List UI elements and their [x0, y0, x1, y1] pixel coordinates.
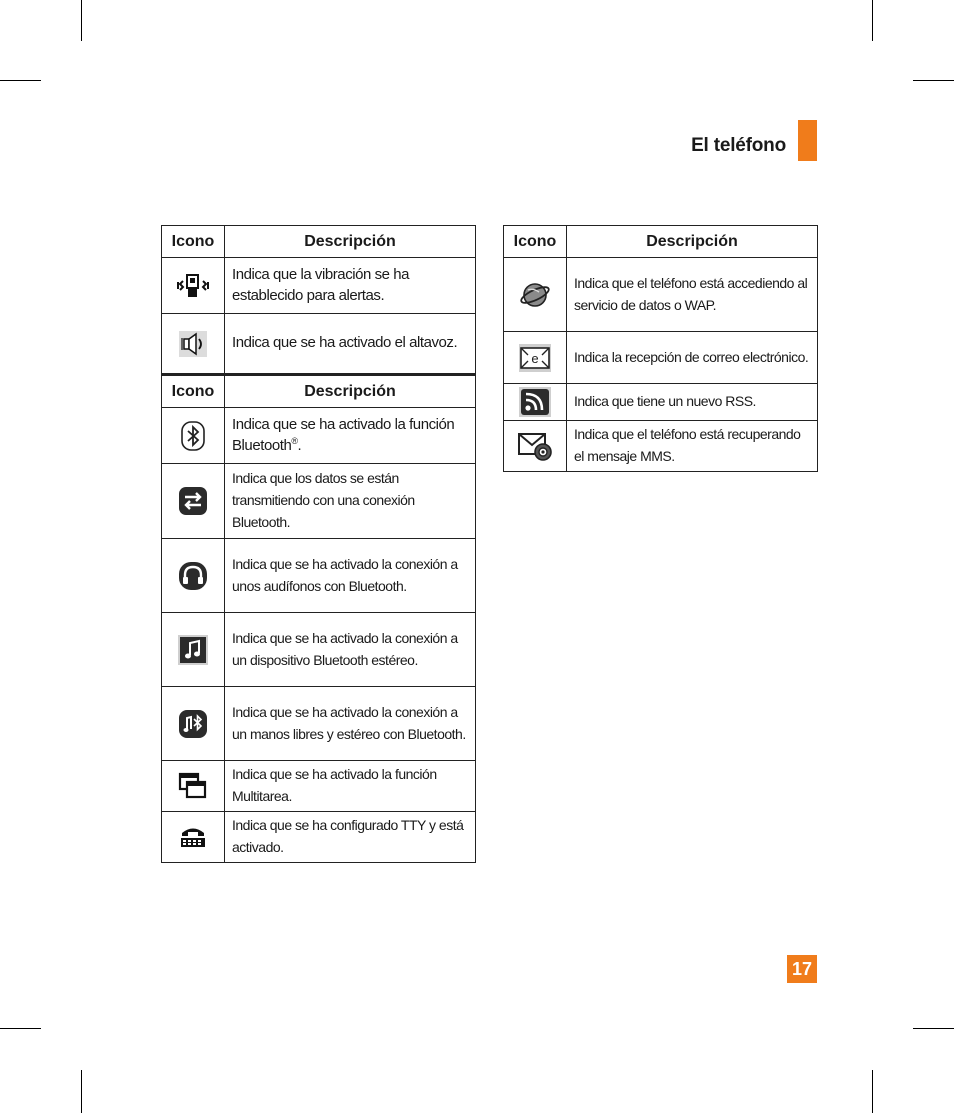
section-tab-marker — [798, 120, 817, 161]
svg-text:e: e — [531, 350, 539, 366]
col-header-description: Descripción — [225, 375, 476, 408]
description-cell: Indica que tiene un nuevo RSS. — [567, 384, 818, 421]
table-row — [504, 384, 818, 421]
description-cell: Indica que el teléfono está accediendo al servicio de datos o WAP. — [567, 258, 818, 332]
description-text: Indica que se ha activado la función Bluetooth — [232, 415, 455, 454]
description-cell: Indica que el teléfono está recuperando el mensaje MMS. — [567, 421, 818, 472]
table-row — [162, 314, 476, 375]
icon-cell — [504, 384, 567, 421]
description-cell: Indica que se ha activado la conexión a un dispositivo Bluetooth estéreo. — [225, 613, 476, 687]
crop-mark — [872, 1070, 873, 1113]
table-row — [162, 613, 476, 687]
table-row — [504, 332, 818, 384]
bluetooth-icon — [180, 421, 206, 451]
table-header-row — [504, 226, 818, 258]
description-cell: Indica que se ha activado la conexión a unos audífonos con Bluetooth. — [225, 539, 476, 613]
speaker-icon — [178, 330, 208, 358]
col-header-icon: Icono — [162, 226, 225, 258]
crop-mark — [0, 80, 41, 81]
table-row — [504, 421, 818, 472]
icon-cell — [504, 421, 567, 472]
description-cell: Indica que se ha activado la conexión a un manos libres y estéreo con Bluetooth. — [225, 687, 476, 761]
icon-cell — [162, 314, 225, 375]
icon-cell — [504, 332, 567, 384]
table-header-row — [162, 226, 476, 258]
icon-cell — [162, 258, 225, 314]
page-number: 17 — [787, 955, 817, 983]
rss-icon — [519, 387, 551, 417]
table-row — [162, 539, 476, 613]
icon-cell — [504, 258, 567, 332]
icon-cell — [162, 613, 225, 687]
table-row — [504, 258, 818, 332]
wap-globe-icon — [519, 280, 551, 310]
crop-mark — [872, 0, 873, 41]
right-icon-table — [503, 225, 818, 472]
icon-cell — [162, 408, 225, 464]
table-row — [162, 258, 476, 314]
left-icon-table — [161, 225, 476, 863]
col-header-icon: Icono — [504, 226, 567, 258]
icon-cell — [162, 464, 225, 539]
table-row — [162, 408, 476, 464]
table-row — [162, 761, 476, 812]
bluetooth-stereo-icon — [178, 635, 208, 665]
multitask-icon — [178, 771, 208, 801]
registered-mark: ® — [291, 436, 298, 446]
table-header-row — [162, 375, 476, 408]
description-suffix: . — [297, 437, 302, 454]
section-title: El teléfono — [691, 135, 786, 156]
bluetooth-transfer-icon — [178, 486, 208, 516]
crop-mark — [913, 80, 954, 81]
email-icon — [518, 343, 552, 373]
description-cell: Indica que se ha activado la función Multitarea. — [225, 761, 476, 812]
col-header-icon: Icono — [162, 375, 225, 408]
table-row — [162, 687, 476, 761]
mms-retrieving-icon — [517, 430, 553, 462]
bluetooth-handsfree-stereo-icon — [178, 709, 208, 739]
description-cell: Indica que se ha activado el altavoz. — [225, 314, 476, 375]
vibration-icon — [176, 273, 210, 299]
col-header-description: Descripción — [567, 226, 818, 258]
icon-cell — [162, 761, 225, 812]
icon-cell — [162, 539, 225, 613]
crop-mark — [81, 1070, 82, 1113]
description-cell — [225, 408, 476, 464]
crop-mark — [913, 1028, 954, 1029]
icon-cell — [162, 812, 225, 863]
description-cell: Indica que la vibración se ha establecido para alertas. — [225, 258, 476, 314]
table-row — [162, 464, 476, 539]
icon-cell — [162, 687, 225, 761]
description-cell: Indica la recepción de correo electrónico. — [567, 332, 818, 384]
description-cell: Indica que se ha configurado TTY y está activado. — [225, 812, 476, 863]
col-header-description: Descripción — [225, 226, 476, 258]
description-cell: Indica que los datos se están transmitiendo con una conexión Bluetooth. — [225, 464, 476, 539]
crop-mark — [81, 0, 82, 41]
table-row — [162, 812, 476, 863]
bluetooth-headset-icon — [178, 561, 208, 591]
crop-mark — [0, 1028, 41, 1029]
tty-icon — [179, 825, 207, 849]
